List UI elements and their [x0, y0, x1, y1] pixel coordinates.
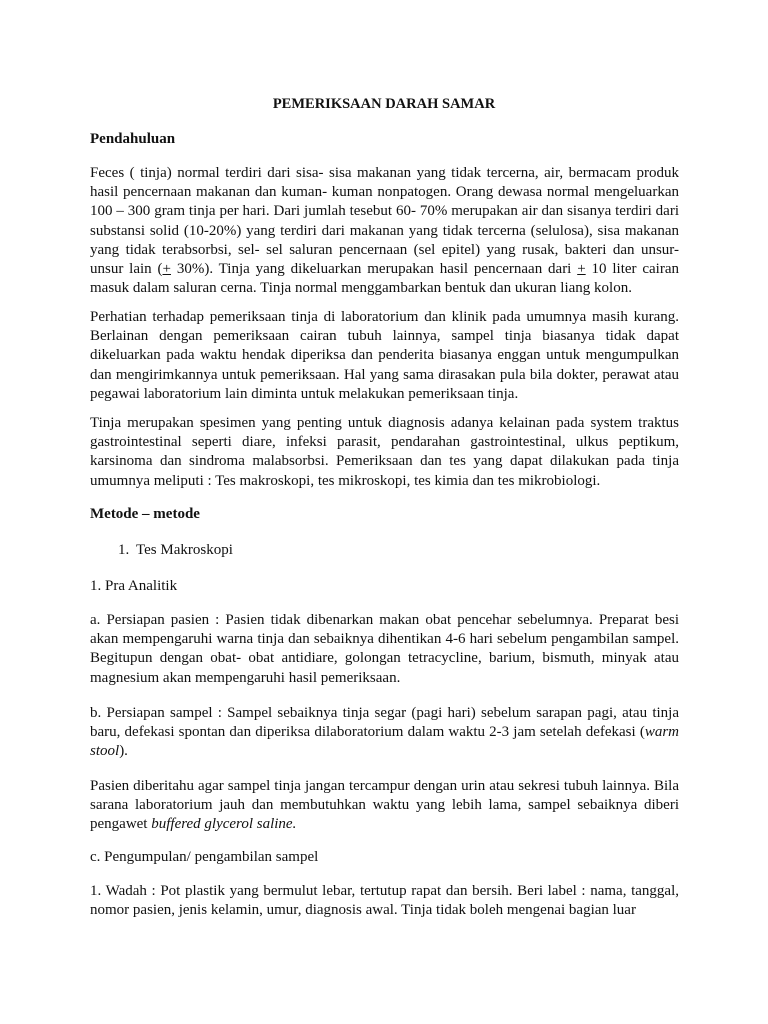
paragraph-text: 30%). Tinja yang dikeluarkan merupakan hasil pencernaan dari — [170, 261, 578, 278]
paragraph-persiapan-pasien: a. Persiapan pasien : Pasien tidak dibenarkan makan obat pencehar sebelumnya. Preparat besi akan mempengaruhi warna tinja dan sebaiknya dihentikan 4-6 hari sebelum pengambilan sampel. Begitupun dengan obat- obat antidiare, golongan tetracycline, barium, bismuth, minyak atau magnesium akan mempengaruhi hasil pemeriksaan. — [90, 612, 679, 686]
paragraph-text: ). — [119, 743, 128, 760]
section-heading-metode: Metode – metode — [90, 506, 200, 522]
paragraph-text: b. Persiapan sampel : Sampel sebaiknya tinja segar (pagi hari) sebelum sarapan pagi, atau tinja baru, defekasi spontan dan diperiksa dilaboratorium dalam waktu 2-3 jam setelah defekasi ( — [90, 705, 679, 741]
paragraph-text: Feces ( tinja) normal terdiri dari sisa- sisa makanan yang tidak tercerna, air, bermacam produk hasil pencernaan makanan dan kuman- kuman nonpatogen. Orang dewasa normal mengeluarkan 100 – 300 gram tinja per hari. Dari jumlah tesebut 60- 70% merupakan air dan sisanya terdiri dari substansi solid (10-20%) yang terdiri dari makanan yang tidak tercerna (selulosa), sisa makanan yang tidak terabsorbsi, sel- sel saluran pencernaan (sel epitel) yang rusak, bakteri dan unsur- unsur lain ( — [90, 165, 679, 278]
italic-term: warm stool — [90, 724, 679, 760]
paragraph-feces — [90, 164, 679, 298]
paragraph-text: 10 liter cairan masuk dalam saluran cerna. Tinja normal menggambarkan bentuk dan ukuran liang kolon. — [90, 261, 679, 297]
paragraph-wadah: 1. Wadah : Pot plastik yang bermulut lebar, tertutup rapat dan bersih. Beri label : nama, tanggal, nomor pasien, jenis kelamin, umur, diagnosis awal. Tinja tidak boleh mengenai bagian luar — [90, 883, 679, 919]
paragraph-pasien-diberitahu — [90, 777, 679, 835]
list-item-tes-makroskopi — [118, 541, 707, 560]
paragraph-persiapan-sampel — [90, 704, 679, 762]
list-number: 1. — [118, 542, 130, 558]
section-heading-pendahuluan: Pendahuluan — [90, 131, 176, 147]
paragraph-text: Pasien diberitahu agar sampel tinja jangan tercampur dengan urin atau sekresi tubuh lainnya. Bila sarana laboratorium jauh dan membutuhkan waktu yang lebih lama, sampel sebaiknya diberi pengawet — [90, 778, 679, 833]
list-item-label: Tes Makroskopi — [136, 542, 233, 558]
subheading-pra-analitik: 1. Pra Analitik — [90, 578, 178, 594]
paragraph-tinja-spesimen: Tinja merupakan spesimen yang penting untuk diagnosis adanya kelainan pada system traktus gastrointestinal seperti diare, infeksi parasit, pendarahan gastrointestinal, ulkus peptikum, karsinoma dan sindroma malabsorbsi. Pemeriksaan dan tes yang dapat dilakukan pada tinja umumnya meliputi : Tes makroskopi, tes mikroskopi, tes kimia dan tes mikrobiologi. — [90, 415, 679, 489]
paragraph-perhatian: Perhatian terhadap pemeriksaan tinja di laboratorium dan klinik pada umumnya masih kurang. Berlainan dengan pemeriksaan cairan tubuh lainnya, sampel tinja biasanya tidak dapat dikeluarkan pada waktu hendak diperiksa dan penderita biasanya enggan untuk mengumpulkan dan mengirimkannya untuk pemeriksaan. Hal yang sama dirasakan pula bila dokter, perawat atau pegawai laboratorium lain diminta untuk melakukan pemeriksaan tinja. — [90, 309, 679, 402]
italic-term: buffered glycerol saline. — [151, 816, 297, 833]
paragraph-pengumpulan: c. Pengumpulan/ pengambilan sampel — [90, 849, 319, 865]
plus-minus-symbol: + — [577, 261, 586, 278]
plus-minus-symbol: + — [162, 261, 171, 278]
document-title: PEMERIKSAAN DARAH SAMAR — [272, 96, 496, 112]
